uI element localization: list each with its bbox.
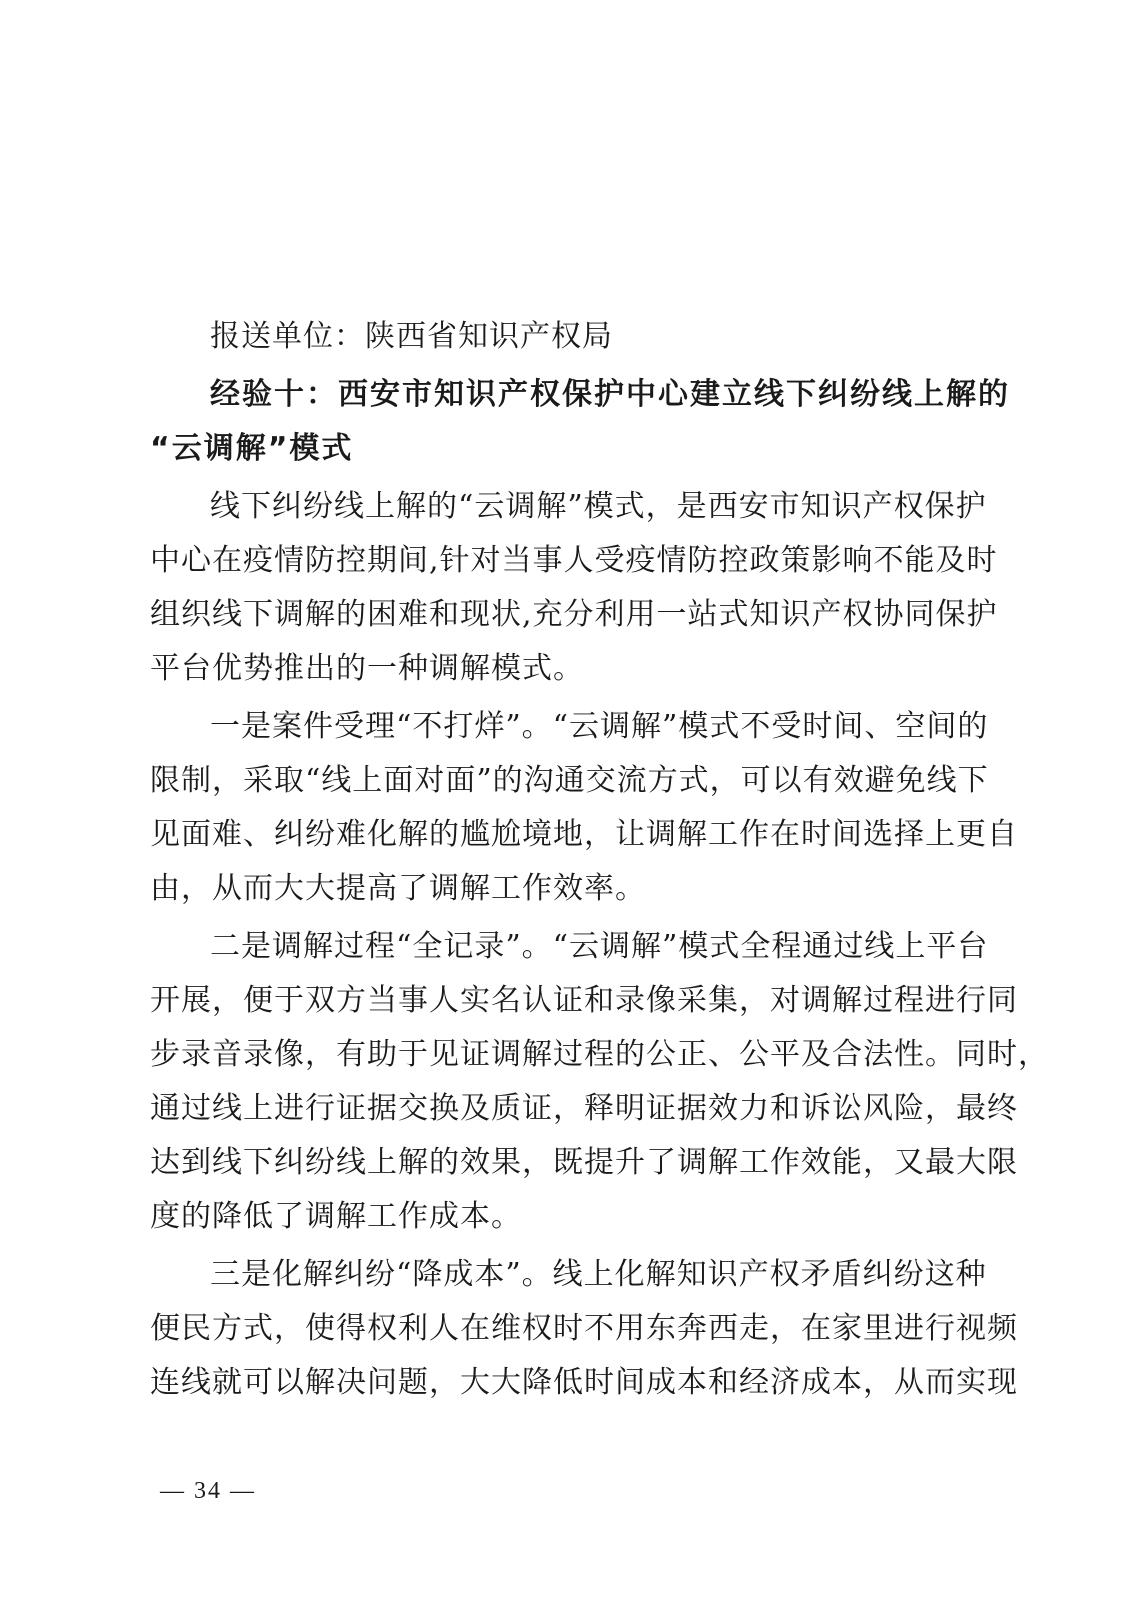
paragraph-intro	[150, 480, 998, 696]
paragraph-line: 平台优势推出的一种调解模式。	[150, 651, 584, 686]
page-number: — 34 —	[160, 1478, 256, 1504]
paragraph-line: 三是化解纠纷“降成本”。线上化解知识产权矛盾纠纷这种	[210, 1257, 987, 1292]
paragraph-line: 中心在疫情防控期间,针对当事人受疫情防控政策影响不能及时	[150, 543, 998, 578]
paragraph-line: 线下纠纷线上解的“云调解”模式，是西安市知识产权保护	[210, 489, 987, 524]
paragraph-line: 步录音录像，有助于见证调解过程的公正、公平及合法性。同时，	[150, 1037, 1049, 1072]
paragraph-full-record	[150, 920, 1049, 1244]
paragraph-line: 达到线下纠纷线上解的效果，既提升了调解工作效能，又最大限	[150, 1145, 1018, 1180]
paragraph-line: 二是调解过程“全记录”。“云调解”模式全程通过线上平台	[210, 929, 989, 964]
paragraph-line: 限制，采取“线上面对面”的沟通交流方式，可以有效避免线下	[150, 763, 989, 798]
section-title-line-1: 经验十：西安市知识产权保护中心建立线下纠纷线上解的	[210, 377, 1010, 412]
section-title-line-2: “云调解”模式	[150, 431, 354, 466]
paragraph-line: 连线就可以解决问题，大大降低时间成本和经济成本，从而实现	[150, 1365, 1018, 1400]
document-body	[150, 310, 1049, 1410]
paragraph-reduce-cost	[150, 1248, 1018, 1410]
paragraph-line: 开展，便于双方当事人实名认证和录像采集，对调解过程进行同	[150, 983, 1018, 1018]
paragraph-line: 度的降低了调解工作成本。	[150, 1199, 522, 1234]
paragraph-line: 由，从而大大提高了调解工作效率。	[150, 871, 646, 906]
paragraph-line: 通过线上进行证据交换及质证，释明证据效力和诉讼风险，最终	[150, 1091, 1018, 1126]
paragraph-line: 便民方式，使得权利人在维权时不用东奔西走，在家里进行视频	[150, 1311, 1018, 1346]
paragraph-line: 见面难、纠纷难化解的尴尬境地，让调解工作在时间选择上更自	[150, 817, 1018, 852]
paragraph-line: 一是案件受理“不打烊”。“云调解”模式不受时间、空间的	[210, 709, 989, 744]
paragraph-line: 组织线下调解的困难和现状,充分利用一站式知识产权协同保护	[150, 597, 998, 632]
paragraph-case-acceptance	[150, 700, 1018, 916]
submitting-unit: 报送单位：陕西省知识产权局	[210, 319, 613, 354]
